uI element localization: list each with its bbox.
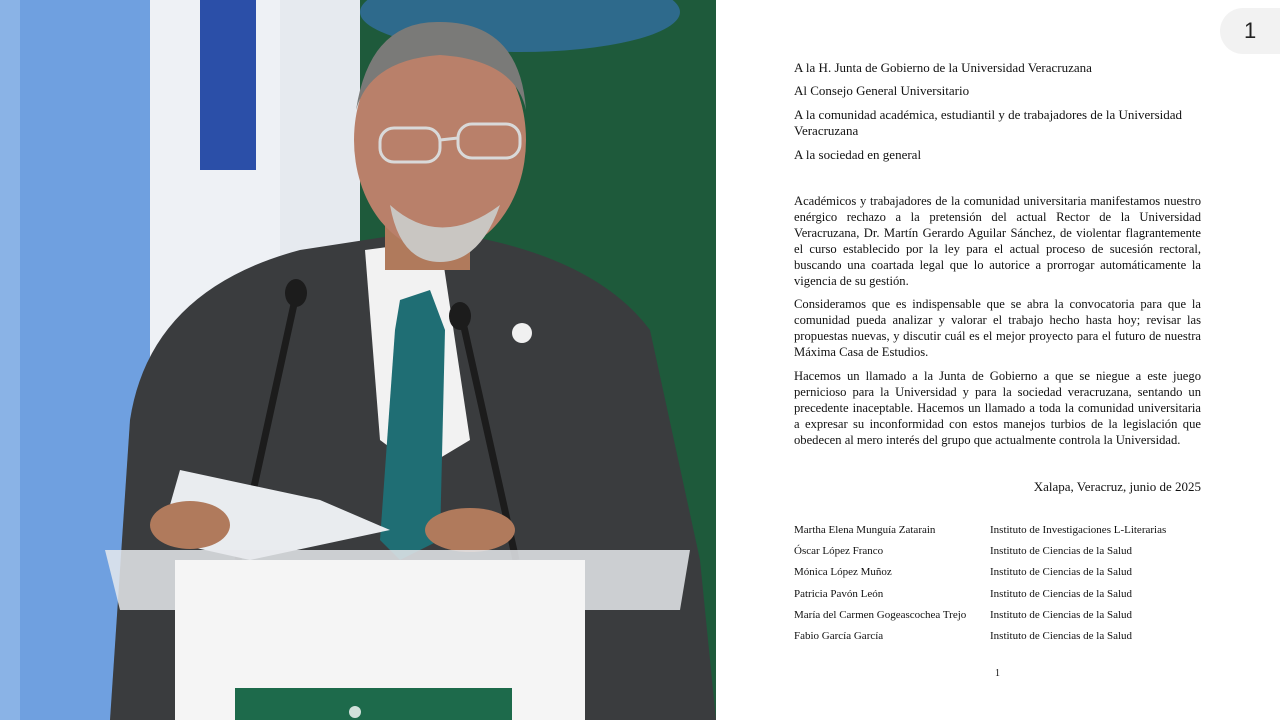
page-indicator-number: 1: [1244, 18, 1257, 43]
addressee-line: A la sociedad en general: [794, 147, 922, 162]
place-and-date: Xalapa, Veracruz, junio de 2025: [1033, 479, 1201, 494]
signer-row: [794, 524, 1214, 545]
page-indicator[interactable]: [1220, 8, 1280, 54]
page-footer-number: 1: [995, 668, 1000, 679]
signer-institution: Instituto de Ciencias de la Salud: [990, 629, 1133, 642]
signer-institution: Instituto de Ciencias de la Salud: [990, 608, 1133, 621]
signer-row: [794, 566, 1214, 587]
signer-institution: Instituto de Ciencias de la Salud: [990, 545, 1133, 558]
signer-row: [794, 545, 1214, 566]
signer-name: Mónica López Muñoz: [794, 566, 892, 579]
signer-name: Patricia Pavón León: [794, 587, 884, 600]
signer-institution: Instituto de Ciencias de la Salud: [990, 587, 1133, 600]
addressee-line: A la comunidad académica, estudiantil y de trabajadores de la Universidad Veracruzana: [794, 107, 1183, 138]
body-paragraph: Académicos y trabajadores de la comunidad universitaria manifestamos nuestro enérgico rechazo a la pretensión del actual Rector de la Universidad Veracruzana, Dr. Martín Gerardo Aguilar Sánchez, de violentar flagrantemente el curso establecido por la ley para el actual proceso de sucesión rectoral, buscando una coartada legal que lo autorice a prorrogar automáticamente la vigencia de su gestión.: [794, 194, 1201, 288]
signer-name: Martha Elena Munguía Zatarain: [794, 524, 936, 536]
addressee-line: Al Consejo General Universitario: [794, 83, 970, 98]
signer-institution: Instituto de Investigaciones L-Literarias: [990, 524, 1167, 536]
signer-name: María del Carmen Gogeascochea Trejo: [794, 608, 967, 621]
signer-name: Óscar López Franco: [794, 545, 884, 558]
letter-document: [716, 0, 1280, 720]
signer-institution: Instituto de Ciencias de la Salud: [990, 566, 1133, 579]
signer-row: [794, 588, 1214, 609]
addressee-line: A la H. Junta de Gobierno de la Universidad Veracruzana: [794, 60, 1092, 75]
signer-row: [794, 609, 1214, 630]
signer-row: [794, 630, 1214, 651]
body-paragraph: Consideramos que es indispensable que se abra la convocatoria para que la comunidad pueda analizar y valorar el trabajo hecho hasta hoy; revisar las propuestas nuevas, y discutir cuál es el mejor proyecto para el futuro de nuestra Máxima Casa de Estudios.: [794, 297, 1201, 359]
signers-list: [794, 524, 1214, 651]
signer-name: Fabio García García: [794, 629, 884, 642]
body-paragraph: Hacemos un llamado a la Junta de Gobierno a que se niegue a este juego pernicioso para la Universidad y para la sociedad veracruzana, sentando un precedente inaceptable. Hacemos un llamado a toda la comunidad universitaria a expresar su inconformidad con estos manejos turbios de la legislación que obedecen al mero interés del grupo que actualmente controla la Universidad.: [794, 369, 1201, 447]
